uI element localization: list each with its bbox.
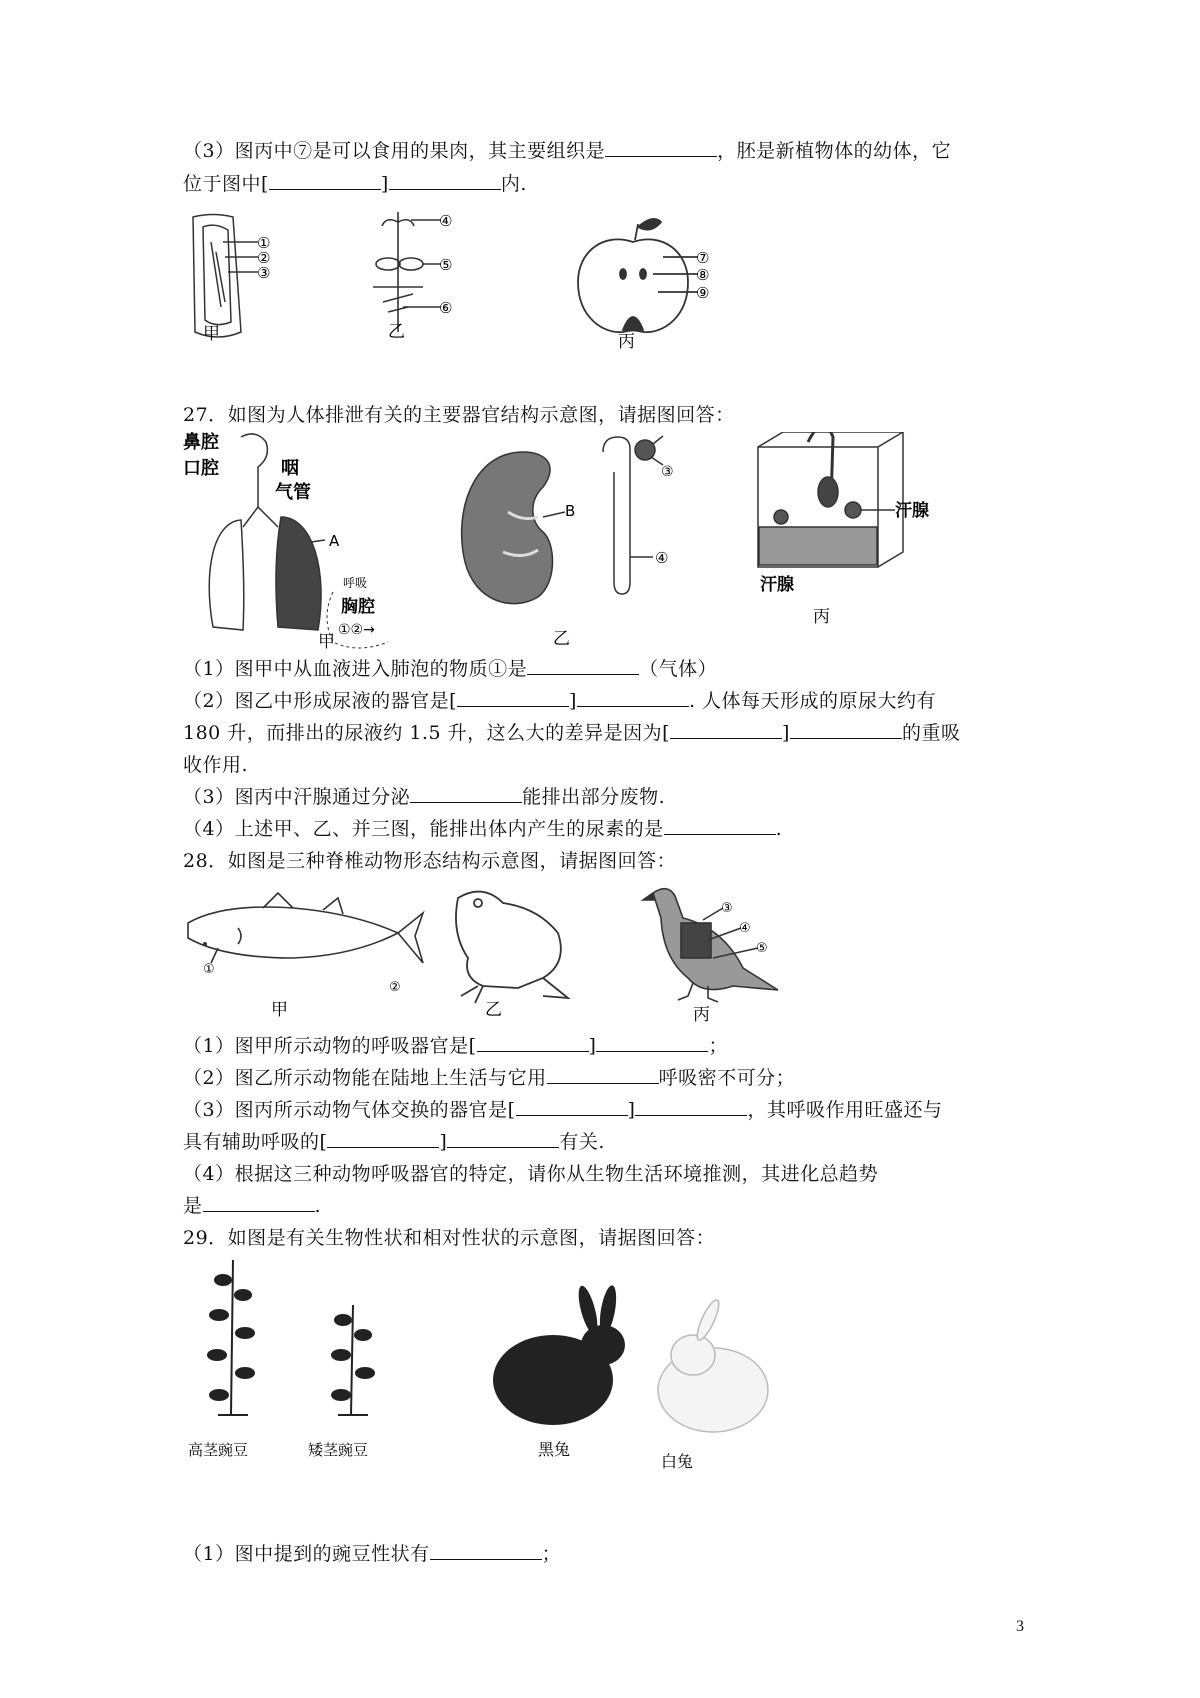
caption-bing: 丙 xyxy=(813,607,830,627)
bird-label-3: ③ xyxy=(721,901,733,916)
black-rabbit-drawing xyxy=(493,1284,625,1425)
plant-label-4: ④ xyxy=(439,212,453,230)
plant-label-5: ⑤ xyxy=(439,256,453,274)
label-A: A xyxy=(329,532,340,550)
caption-yi: 乙 xyxy=(485,1000,502,1020)
q26-3-line-1: （3）图丙中⑦是可以食用的果肉，其主要组织是 ，胚是新植物体的幼体，它 xyxy=(183,140,952,162)
page-number: 3 xyxy=(1016,1618,1024,1635)
answer-blank[interactable] xyxy=(577,688,689,707)
q28-3-line-1: （3）图丙所示动物气体交换的器官是[ ] ，其呼吸作用旺盛还与 xyxy=(183,1099,943,1121)
white-rabbit-label: 白兔 xyxy=(661,1452,694,1471)
lung-drawing xyxy=(209,434,325,630)
seed-label-2: ② xyxy=(257,249,271,267)
answer-blank[interactable] xyxy=(670,720,782,739)
breath-label: 呼吸 xyxy=(343,576,368,590)
q27-1: （1）图甲中从血液进入肺泡的物质①是 （气体） xyxy=(183,658,718,680)
q27-2-line-1: （2）图乙中形成尿液的器官是[ ] . 人体每天形成的原尿大约有 xyxy=(183,690,937,712)
q27-title: 27．如图为人体排泄有关的主要器官结构示意图，请据图回答： xyxy=(183,404,735,426)
bird-label-5: ⑤ xyxy=(756,941,768,956)
answer-blank[interactable] xyxy=(664,816,776,835)
q27-4: （4）上述甲、乙、并三图，能排出体内产生的尿素的是 . xyxy=(183,818,783,840)
apple-label-8: ⑧ xyxy=(696,266,710,284)
excretion-organs-figure xyxy=(183,432,943,656)
answer-blank[interactable] xyxy=(605,138,717,157)
seedling-drawing xyxy=(373,212,441,332)
seed-plant-fruit-figure xyxy=(183,212,743,386)
answer-blank[interactable] xyxy=(596,1033,708,1052)
answer-blank[interactable] xyxy=(447,1129,559,1148)
caption-jia: 甲 xyxy=(271,1000,288,1020)
tall-pea-label: 高茎豌豆 xyxy=(188,1441,249,1459)
answer-blank[interactable] xyxy=(410,784,522,803)
pharynx-label: 咽 xyxy=(281,458,299,479)
answer-blank[interactable] xyxy=(516,1097,628,1116)
q28-1: （1）图甲所示动物的呼吸器官是[ ] ； xyxy=(183,1035,728,1057)
answer-blank[interactable] xyxy=(389,171,501,190)
oral-cavity-label: 口腔 xyxy=(183,458,219,479)
seed-label-3: ③ xyxy=(257,264,271,282)
q28-2: （2）图乙所示动物能在陆地上生活与它用 呼吸密不可分； xyxy=(183,1067,796,1089)
q27-2-line-2: 180 升，而排出的尿液约 1.5 升，这么大的差异是因为[ ] 的重吸 xyxy=(183,722,961,744)
sweat-gland-label-right: 汗腺 xyxy=(895,501,929,521)
fish-label-2: ② xyxy=(389,980,401,995)
trachea-label: 气管 xyxy=(275,482,311,503)
caption-yi: 乙 xyxy=(388,322,405,342)
fish-eye xyxy=(203,942,207,946)
q28-3-line-2: 具有辅助呼吸的[ ] 有关. xyxy=(183,1131,605,1153)
q26-3-line-2: 位于图中[ ] 内. xyxy=(183,173,527,195)
caption-yi: 乙 xyxy=(553,629,570,649)
short-pea-label: 矮茎豌豆 xyxy=(308,1441,369,1459)
frog-drawing xyxy=(456,892,568,1003)
chest-label: 胸腔 xyxy=(341,597,375,617)
exchange-label: ①②→ xyxy=(338,622,375,638)
answer-blank[interactable] xyxy=(430,1541,542,1560)
q28-title: 28．如图是三种脊椎动物形态结构示意图，请据图回答： xyxy=(183,850,677,872)
kidney-label-4: ④ xyxy=(655,549,669,567)
q29-title: 29．如图是有关生物性状和相对性状的示意图，请据图回答： xyxy=(183,1227,716,1249)
caption-jia: 甲 xyxy=(203,324,220,344)
q29-1: （1）图中提到的豌豆性状有 ； xyxy=(183,1543,562,1565)
q28-4-line-1: （4）根据这三种动物呼吸器官的特定，请你从生物生活环境推测，其进化总趋势 xyxy=(183,1163,879,1185)
plant-label-6: ⑥ xyxy=(439,299,453,317)
caption-jia: 甲 xyxy=(318,632,335,652)
fish-drawing xyxy=(188,893,423,963)
q27-2-line-3: 收作用. xyxy=(183,754,249,776)
answer-blank[interactable] xyxy=(457,688,569,707)
apple-section-drawing xyxy=(578,219,698,332)
seed-section-drawing xyxy=(193,215,258,338)
kidney-label-3: ③ xyxy=(661,464,674,480)
tall-pea-drawing xyxy=(208,1260,254,1415)
apple-label-7: ⑦ xyxy=(696,249,710,267)
bird-label-4: ④ xyxy=(739,921,751,936)
black-rabbit-label: 黑兔 xyxy=(538,1440,571,1459)
caption-bing: 丙 xyxy=(618,332,635,352)
skin-drawing xyxy=(758,432,903,567)
caption-bing: 丙 xyxy=(693,1005,710,1025)
answer-blank[interactable] xyxy=(547,1065,659,1084)
nasal-cavity-label: 鼻腔 xyxy=(183,432,219,453)
answer-blank[interactable] xyxy=(327,1129,439,1148)
kidney-drawing xyxy=(462,436,663,604)
answer-blank[interactable] xyxy=(527,656,639,675)
q27-3: （3）图丙中汗腺通过分泌 能排出部分废物. xyxy=(183,786,666,808)
answer-blank[interactable] xyxy=(635,1097,747,1116)
white-rabbit-drawing xyxy=(658,1298,768,1432)
answer-blank[interactable] xyxy=(269,171,381,190)
answer-blank[interactable] xyxy=(477,1033,589,1052)
q28-4-line-2: 是 . xyxy=(183,1195,322,1217)
short-pea-drawing xyxy=(332,1305,374,1415)
label-B: B xyxy=(565,502,576,520)
answer-blank[interactable] xyxy=(203,1193,315,1212)
seed-label-1: ① xyxy=(257,234,271,252)
answer-blank[interactable] xyxy=(790,720,902,739)
sweat-gland-label-bottom: 汗腺 xyxy=(760,575,794,595)
traits-figure xyxy=(183,1255,823,1499)
apple-label-9: ⑨ xyxy=(696,284,710,302)
fish-label-1: ① xyxy=(203,962,215,977)
vertebrates-figure xyxy=(183,878,863,1032)
